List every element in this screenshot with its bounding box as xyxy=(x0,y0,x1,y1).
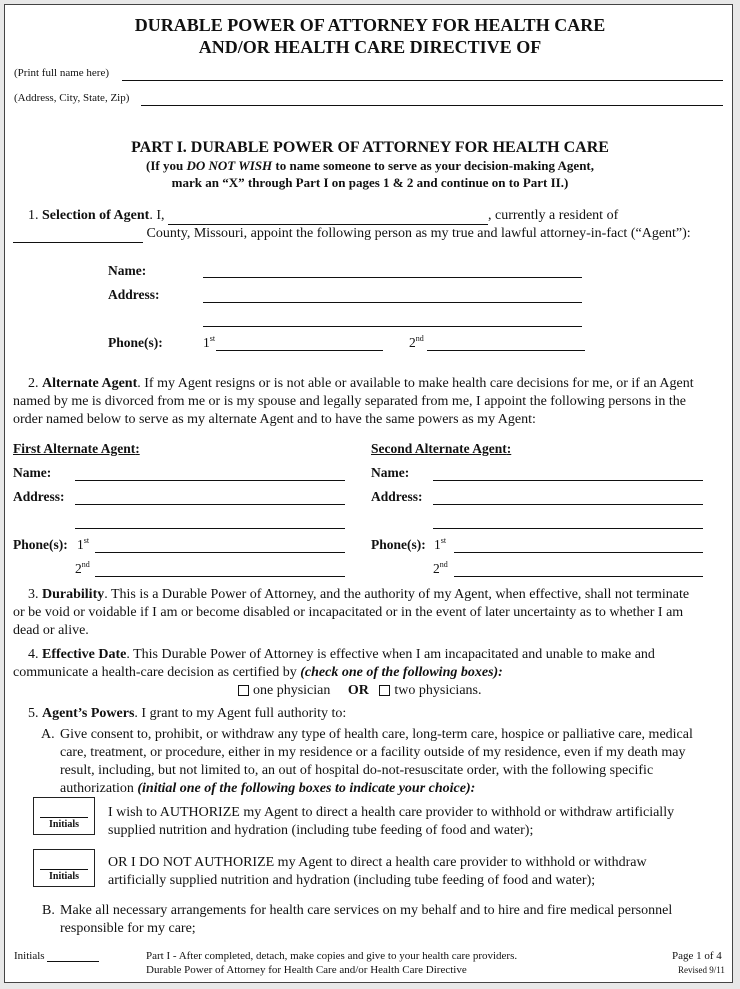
second-alternate-heading: Second Alternate Agent: xyxy=(371,441,512,456)
section3-line1: 3. Durability. This is a Durable Power of Attorney, and the authority of my Agent, when effective, shall not terminate xyxy=(28,587,690,602)
agent-phone2-label: 2nd xyxy=(409,334,424,350)
second-alt-phone2-label: 2nd xyxy=(433,560,448,576)
footer-note-line1: Part I - After completed, detach, make copies and give to your health care providers. xyxy=(146,950,518,962)
authorize-initials-label: Initials xyxy=(40,817,88,830)
address-field[interactable] xyxy=(141,91,723,106)
section5-b-label: B. xyxy=(42,903,55,918)
section5-b-line1: Make all necessary arrangements for health care services on my behalf and to hire and fire medical personnel xyxy=(60,903,673,918)
second-alt-phone1-label: 1st xyxy=(434,536,447,552)
section4-line1: 4. Effective Date. This Durable Power of Attorney is effective when I am incapacitated and unable to make and xyxy=(28,647,655,662)
authorize-line2: supplied nutrition and hydration (including tube feeding of food and water); xyxy=(108,823,534,838)
print-name-field[interactable] xyxy=(122,66,723,81)
authorize-line1: I wish to AUTHORIZE my Agent to direct a health care provider to withhold or withdraw artificially xyxy=(108,805,675,820)
first-alternate-heading: First Alternate Agent: xyxy=(13,441,140,456)
document-title-line2: AND/OR HEALTH CARE DIRECTIVE OF xyxy=(198,37,542,57)
section1-line2: County, Missouri, appoint the following person as my true and lawful attorney-in-fact (“Agent”): xyxy=(13,225,691,243)
address-label: (Address, City, State, Zip) xyxy=(14,92,130,104)
second-alt-address-field-2[interactable] xyxy=(433,514,703,529)
section2-line1: 2. Alternate Agent. If my Agent resigns or is not able or available to make health care decisions for me, or if an Agent xyxy=(28,376,694,391)
agent-address-field-2[interactable] xyxy=(203,312,582,327)
second-alt-name-label: Name: xyxy=(371,465,410,480)
section2-line2: named by me is divorced from me or is my spouse and legally separated from me, I appoint the following persons in the xyxy=(13,394,687,409)
section5-a-line3: result, including, but not limited to, an out of hospital do-not-resuscitate order, with the following specific xyxy=(60,763,654,778)
agent-address-field-1[interactable] xyxy=(203,288,582,303)
agent-phone1-field[interactable] xyxy=(216,336,383,351)
first-alt-address-label: Address: xyxy=(13,489,65,504)
section3-line3: dead or alive. xyxy=(13,623,89,638)
first-alt-phone2-label: 2nd xyxy=(75,560,90,576)
document-title-line1: DURABLE POWER OF ATTORNEY FOR HEALTH CARE xyxy=(134,15,606,35)
footer-note-line2: Durable Power of Attorney for Health Care and/or Health Care Directive xyxy=(146,964,467,976)
footer-initials: Initials xyxy=(14,950,99,962)
agent-phone2-field[interactable] xyxy=(427,336,585,351)
first-alt-phone1-label: 1st xyxy=(77,536,90,552)
second-alt-phone1-field[interactable] xyxy=(454,538,703,553)
first-alt-phone1-field[interactable] xyxy=(95,538,345,553)
section1-line1: 1. Selection of Agent. I, , currently a resident of xyxy=(28,208,619,223)
first-alt-address-field-2[interactable] xyxy=(75,514,345,529)
not-authorize-initials-label: Initials xyxy=(40,869,88,882)
declarant-name-field[interactable] xyxy=(168,210,488,225)
section5-b-line2: responsible for my care; xyxy=(60,921,196,936)
second-alt-address-field-1[interactable] xyxy=(433,490,703,505)
section5-a-label: A. xyxy=(41,727,55,742)
section5-intro: 5. Agent’s Powers. I grant to my Agent full authority to: xyxy=(28,706,347,721)
footer-initials-field[interactable] xyxy=(47,951,99,962)
second-alt-phone2-field[interactable] xyxy=(454,562,703,577)
section5-a-line1: Give consent to, prohibit, or withdraw any type of health care, long-term care, hospice or palliative care, medical xyxy=(60,727,693,742)
part1-note-line2: mark an “X” through Part I on pages 1 & 2 and continue on to Part II.) xyxy=(171,175,569,190)
part1-note-line1: (If you DO NOT WISH to name someone to serve as your decision-making Agent, xyxy=(145,158,595,173)
first-alt-phone-label: Phone(s): xyxy=(13,537,68,552)
section3-line2: or be void or voidable if I am or become disabled or incapacitated or in the event of later uncertainty as to whether I am xyxy=(13,605,684,620)
second-alt-address-label: Address: xyxy=(371,489,423,504)
second-alt-phone-label: Phone(s): xyxy=(371,537,426,552)
first-alt-address-field-1[interactable] xyxy=(75,490,345,505)
agent-name-field[interactable] xyxy=(203,263,582,278)
footer-page-number: Page 1 of 4 xyxy=(672,950,722,962)
part1-heading: PART I. DURABLE POWER OF ATTORNEY FOR HEALTH CARE xyxy=(131,139,609,156)
not-authorize-line1: OR I DO NOT AUTHORIZE my Agent to direct a health care provider to withhold or withdraw xyxy=(108,855,647,870)
first-alt-phone2-field[interactable] xyxy=(95,562,345,577)
first-alt-name-label: Name: xyxy=(13,465,52,480)
agent-phone-label: Phone(s): xyxy=(108,335,163,350)
section5-a-line4: authorization (initial one of the following boxes to indicate your choice): xyxy=(60,781,476,796)
first-alt-name-field[interactable] xyxy=(75,466,345,481)
section2-line3: order named below to serve as my alternate Agent and to have the same powers as my Agent: xyxy=(13,412,536,427)
agent-address-label: Address: xyxy=(108,287,160,302)
one-physician-checkbox[interactable] xyxy=(238,685,249,696)
agent-name-label: Name: xyxy=(108,263,147,278)
not-authorize-initials-box[interactable] xyxy=(33,849,95,887)
section4-options: one physician OR two physicians. xyxy=(238,682,481,700)
section5-a-line2: care, treatment, or procedure, either in my residence or a facility outside of my residence, even if my death may xyxy=(60,745,686,760)
agent-phone1-label: 1st xyxy=(203,334,216,350)
print-name-label: (Print full name here) xyxy=(14,67,109,79)
section4-line2: communicate a health-care decision as certified by (check one of the following boxes): xyxy=(13,665,503,680)
not-authorize-line2: artificially supplied nutrition and hydration (including tube feeding of food and water); xyxy=(108,873,596,888)
second-alt-name-field[interactable] xyxy=(433,466,703,481)
footer-revised: Revised 9/11 xyxy=(678,965,725,975)
authorize-initials-box[interactable] xyxy=(33,797,95,835)
county-field[interactable] xyxy=(13,228,143,243)
two-physicians-checkbox[interactable] xyxy=(379,685,390,696)
